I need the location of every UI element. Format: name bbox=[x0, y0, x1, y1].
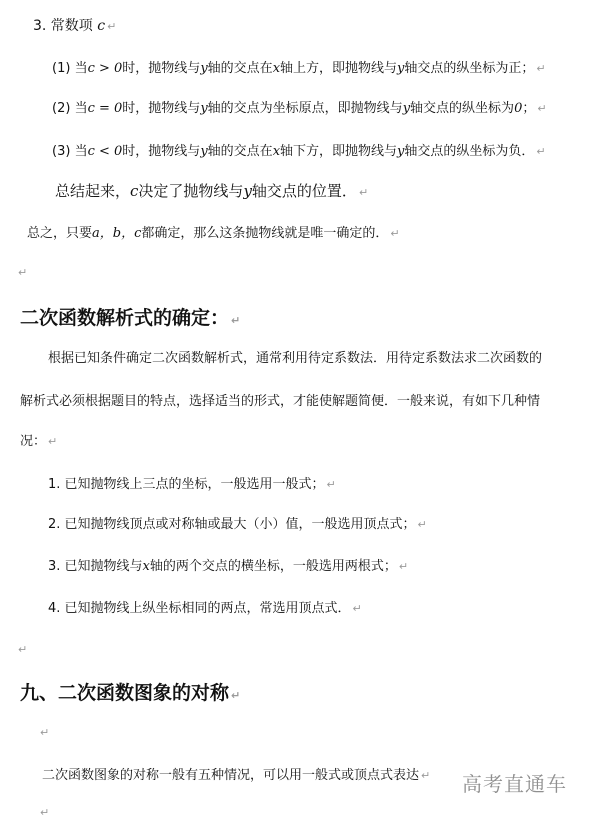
condition-item-3: (3) 当c < 0时，抛物线与y轴的交点在x轴下方，即抛物线与y轴交点的纵坐标为负． ↵ bbox=[52, 144, 546, 159]
heading-symmetry: 九、二次函数图象的对称 ↵ bbox=[20, 682, 241, 704]
summary-unique: 总之，只要a，b，c都确定，那么这条抛物线就是唯一确定的． ↵ bbox=[27, 226, 400, 241]
paragraph-line-1: 根据已知条件确定二次函数解析式，通常利用待定系数法．用待定系数法求二次函数的 bbox=[48, 351, 543, 366]
paragraph-mark: ↵ bbox=[18, 266, 28, 279]
list-item: 1. 已知抛物线上三点的坐标，一般选用一般式； ↵ bbox=[48, 477, 336, 492]
heading-analytic-form: 二次函数解析式的确定： ↵ bbox=[20, 307, 241, 329]
paragraph-mark: ↵ bbox=[40, 726, 50, 739]
watermark-logo: 高考直通车 bbox=[462, 772, 567, 796]
condition-item-1: (1) 当c > 0时，抛物线与y轴的交点在x轴上方，即抛物线与y轴交点的纵坐标为正； ↵ bbox=[52, 61, 546, 76]
paragraph-mark: ↵ bbox=[18, 643, 28, 656]
paragraph-line-2: 解析式必须根据题目的特点，选择适当的形式，才能使解题简便．一般来说，有如下几种情 bbox=[20, 394, 541, 409]
condition-item-2: (2) 当c = 0时，抛物线与y轴的交点为坐标原点，即抛物线与y轴交点的纵坐标为0； ↵ bbox=[52, 101, 547, 116]
paragraph-symmetry-intro: 二次函数图象的对称一般有五种情况，可以用一般式或顶点式表达 ↵ bbox=[42, 768, 431, 783]
section-3-title: 3. 常数项 c ↵ bbox=[33, 18, 117, 34]
summary-c-role: 总结起来，c决定了抛物线与y轴交点的位置． ↵ bbox=[55, 182, 369, 200]
paragraph-line-3: 况： ↵ bbox=[20, 434, 58, 449]
paragraph-mark: ↵ bbox=[40, 806, 50, 819]
list-item: 2. 已知抛物线顶点或对称轴或最大（小）值，一般选用顶点式； ↵ bbox=[48, 517, 427, 532]
list-item: 3. 已知抛物线与x轴的两个交点的横坐标，一般选用两根式； ↵ bbox=[48, 559, 409, 574]
list-item: 4. 已知抛物线上纵坐标相同的两点，常选用顶点式． ↵ bbox=[48, 601, 362, 616]
